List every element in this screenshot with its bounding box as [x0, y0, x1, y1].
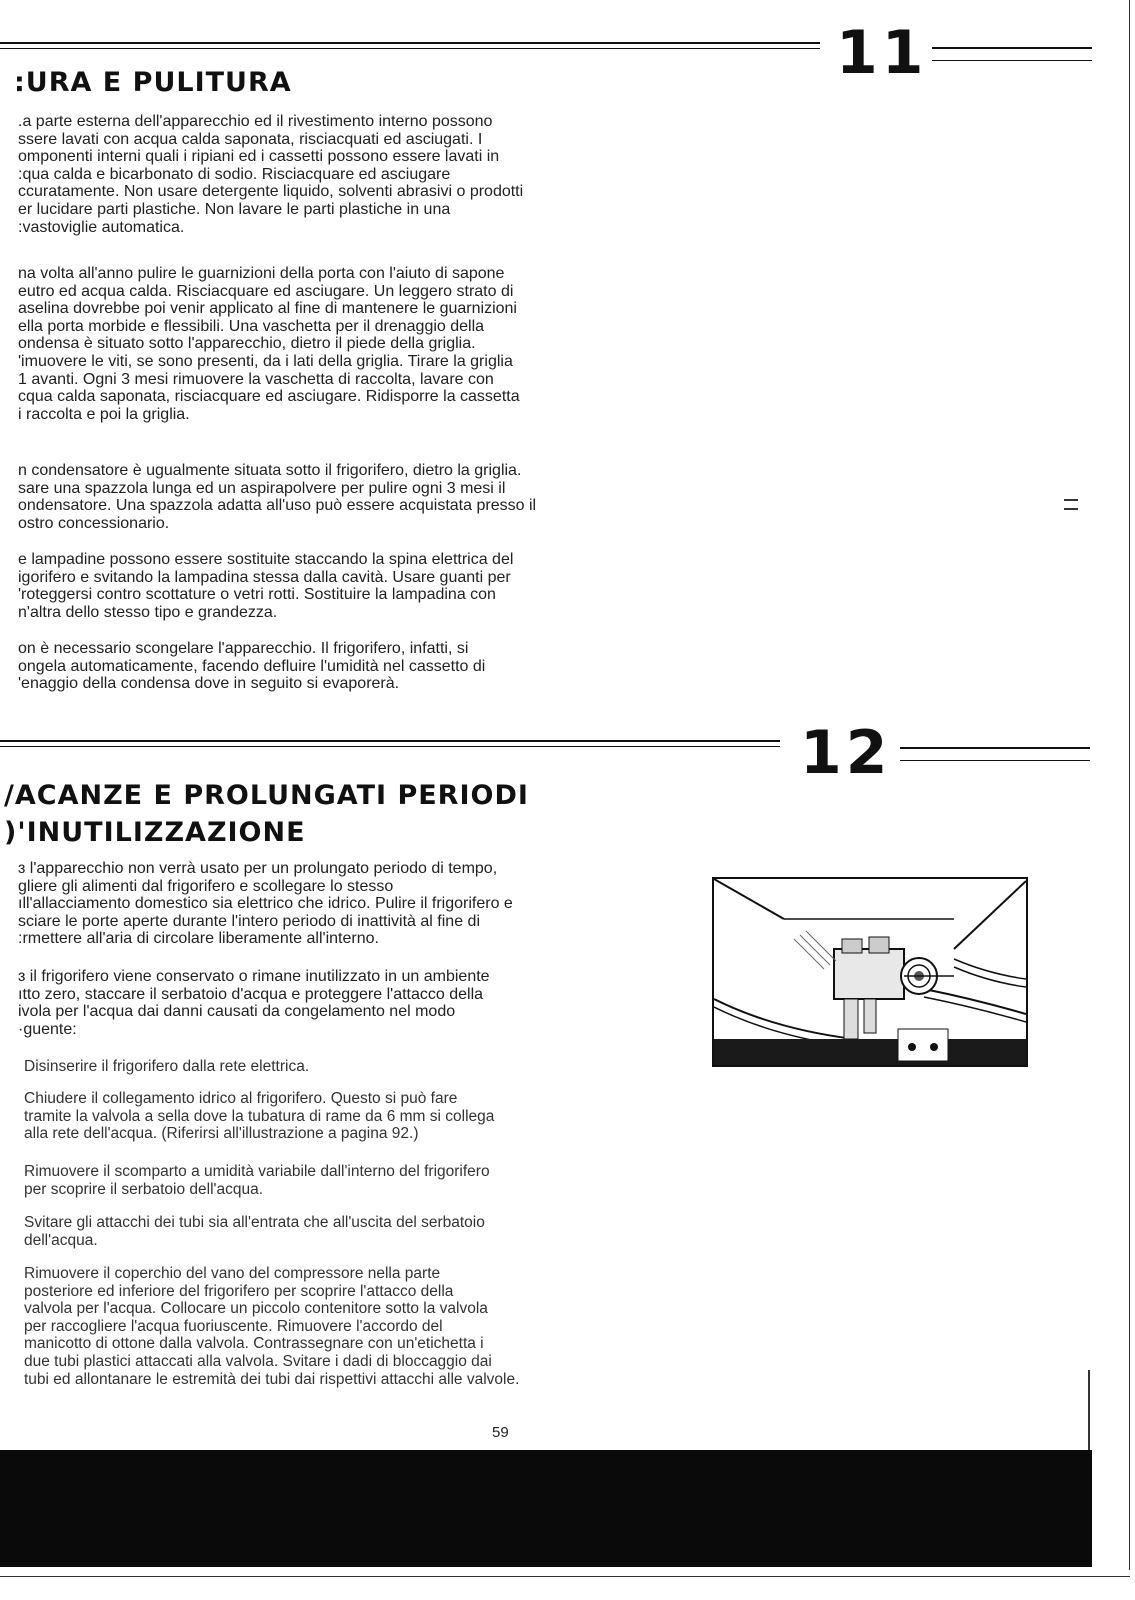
section-rule [0, 42, 820, 44]
section-heading-line-1: /ACANZE E PROLUNGATI PERIODI [4, 780, 529, 811]
paragraph: e lampadine possono essere sostituite staccando la spina elettrica del igorifero e svitando la lampadina stessa dalla cavità. Usare guanti per 'roteggersi contro scottature o vetri rotti. Sostituire la lampadina con n'altra dello stesso tipo e grandezza. [18, 551, 514, 621]
paragraph: ɜ il frigorifero viene conservato o rimane inutilizzato in un ambiente ıtto zero, staccare il serbatoio d'acqua e proteggere l'attacco della ivola per l'acqua dai danni causati da congelamento nel modo ·guente: [18, 968, 490, 1038]
side-mark [1064, 499, 1078, 501]
step-item: Svitare gli attacchi dei tubi sia all'entrata che all'uscita del serbatoio dell'acqua. [24, 1214, 485, 1249]
section-rule [0, 746, 780, 747]
page-number: 59 [492, 1424, 509, 1441]
section-rule [932, 60, 1092, 61]
section-rule [0, 740, 780, 742]
bottom-edge-line [0, 1576, 1130, 1577]
section-number: 11 [836, 18, 928, 88]
section-rule [932, 47, 1092, 49]
paragraph: .a parte esterna dell'apparecchio ed il rivestimento interno possono ssere lavati con acqua calda saponata, risciacquati ed asciugati. I omponenti interni quali i ripiani ed i cassetti possono essere lavati in :qua calda e bicarbonato di sodio. Risciacquare ed asciugare ccuratamente. Non usare detergente liquido, solventi abrasivi o prodotti er lucidare parti plastiche. Non lavare le parti plastiche in una :vastoviglie automatica. [18, 113, 524, 236]
right-tick-line [1088, 1370, 1090, 1450]
paragraph: n condensatore è ugualmente situata sotto il frigorifero, dietro la griglia. sare una spazzola lunga ed un aspirapolvere per pulire ogni 3 mesi il ondensatore. Una spazzola adatta all'uso può essere acquistata presso il ostro concessionario. [18, 462, 537, 532]
section-rule [900, 747, 1090, 749]
paragraph: na volta all'anno pulire le guarnizioni della porta con l'aiuto di sapone eutro ed acqua calda. Risciacquare ed asciugare. Un leggero strato di aselina dovrebbe poi venir applicato al fine di mantenere le guarnizioni ella porta morbide e flessibili. Una vaschetta per il drenaggio della ondensa è situato sotto l'apparecchio, dietro il piede della griglia. 'imuovere le viti, se sono presenti, da i lati della griglia. Tirare la griglia 1 avanti. Ogni 3 mesi rimuovere la vaschetta di raccolta, lavare con cqua calda saponata, risciacquare ed asciugare. Ridisporre la cassetta i raccolta e poi la griglia. [18, 265, 520, 423]
paragraph: on è necessario scongelare l'apparecchio. Il frigorifero, infatti, si ongela automaticamente, facendo defluire l'umidità nel cassetto di 'enaggio della condensa dove in seguito si evaporerà. [18, 640, 486, 693]
section-number: 12 [800, 718, 892, 788]
step-item: Rimuovere il scomparto a umidità variabile dall'interno del frigorifero per scoprire il serbatoio dell'acqua. [24, 1163, 490, 1198]
valve-illustration [712, 877, 1028, 1067]
section-rule [0, 48, 820, 49]
section-rule [900, 760, 1090, 761]
section-heading: :URA E PULITURA [14, 67, 292, 98]
paragraph: ɜ l'apparecchio non verrà usato per un prolungato periodo di tempo, gliere gli alimenti dal frigorifero e scollegare lo stesso ıll'allacciamento domestico sia elettrico che idrico. Pulire il frigorifero e sciare le porte aperte durante l'intero periodo di inattività al fine di :rmettere all'aria di circolare liberamente all'interno. [18, 860, 513, 948]
footer-bar [0, 1450, 1092, 1567]
side-mark [1064, 508, 1078, 510]
section-heading-line-2: )'INUTILIZZAZIONE [4, 817, 306, 848]
step-item: Chiudere il collegamento idrico al frigorifero. Questo si può fare tramite la valvola a sella dove la tubatura di rame da 6 mm si collega alla rete dell'acqua. (Riferirsi all'illustrazione a pagina 92.) [24, 1090, 495, 1143]
right-edge-line [1129, 0, 1130, 1570]
step-item: Rimuovere il coperchio del vano del compressore nella parte posteriore ed inferiore del frigorifero per scoprire l'attacco della valvola per l'acqua. Collocare un piccolo contenitore sotto la valvola per raccogliere l'acqua fuoriuscente. Rimuovere l'accordo del manicotto di ottone dalla valvola. Contrassegnare con un'etichetta i due tubi plastici attaccati alla valvola. Svitare i dadi di bloccaggio dai tubi ed allontanare le estremità dei tubi dai rispettivi attacchi alle valvole. [24, 1265, 520, 1388]
step-item: Disinserire il frigorifero dalla rete elettrica. [24, 1058, 310, 1075]
